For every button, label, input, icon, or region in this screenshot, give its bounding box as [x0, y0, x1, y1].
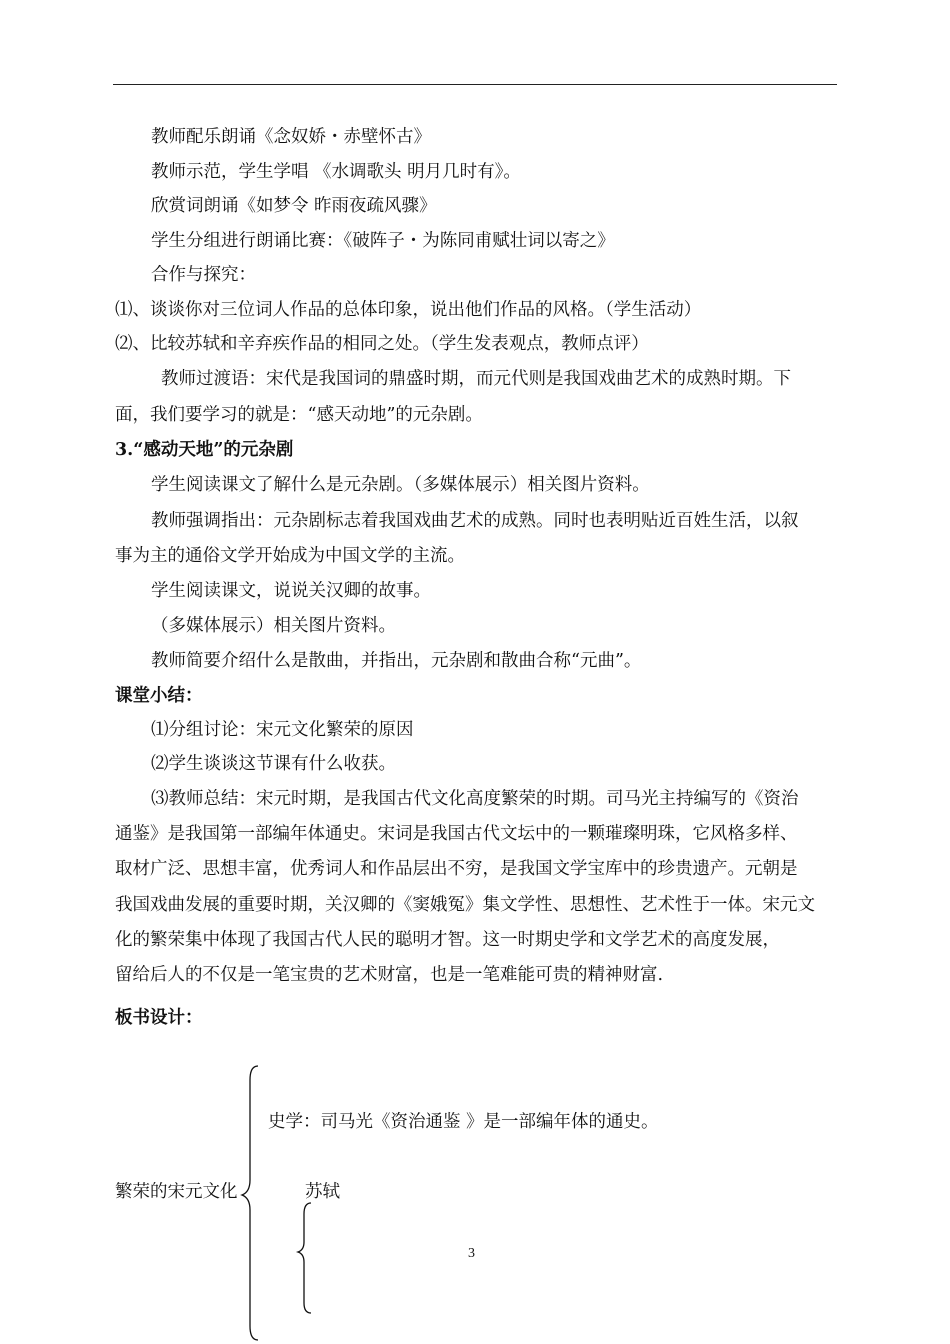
text-line: （多媒体展示）相关图片资料。 — [151, 616, 396, 636]
text-line: 留给后人的不仅是一笔宝贵的艺术财富，也是一笔难能可贵的精神财富. — [115, 965, 664, 985]
text-line: 教师强调指出：元杂剧标志着我国戏曲艺术的成熟。同时也表明贴近百姓生活，以叙 — [151, 511, 799, 531]
text-line: 取材广泛、思想丰富，优秀词人和作品层出不穷，是我国文学宝库中的珍贵遗产。元朝是 — [115, 859, 798, 879]
section-heading: 课堂小结： — [115, 686, 203, 706]
text-line: 教师示范，学生学唱 《水调歌头 明月几时有》。 — [151, 162, 521, 182]
text-line: 教师简要介绍什么是散曲，并指出，元杂剧和散曲合称“元曲”。 — [151, 651, 642, 671]
text-line: 学生阅读课文了解什么是元杂剧。（多媒体展示）相关图片资料。 — [151, 475, 650, 495]
big-brace — [242, 1066, 258, 1340]
page-number: 3 — [468, 1246, 475, 1261]
board-root: 繁荣的宋元文化 — [115, 1182, 238, 1202]
text-line: ⑴、谈谈你对三位词人作品的总体印象，说出他们作品的风格。（学生活动） — [115, 300, 702, 320]
text-line: ⑶教师总结：宋元时期，是我国古代文化高度繁荣的时期。司马光主持编写的《资治 — [151, 789, 799, 809]
section-heading: 板书设计： — [115, 1008, 203, 1028]
board-sushi: 苏轼 — [305, 1182, 340, 1202]
text-line: 面，我们要学习的就是：“感天动地”的元杂剧。 — [115, 405, 483, 425]
text-line: ⑵、比较苏轼和辛弃疾作品的相同之处。（学生发表观点，教师点评） — [115, 334, 649, 354]
text-line: 学生阅读课文，说说关汉卿的故事。 — [151, 581, 431, 601]
text-line: ⑴分组讨论：宋元文化繁荣的原因 — [151, 720, 414, 740]
text-line: 事为主的通俗文学开始成为中国文学的主流。 — [115, 546, 465, 566]
board-history: 史学：司马光《资治通鉴 》是一部编年体的通史。 — [268, 1112, 659, 1132]
text-line: 教师配乐朗诵《念奴娇・赤壁怀古》 — [151, 127, 431, 147]
small-brace — [298, 1203, 311, 1313]
text-line: 我国戏曲发展的重要时期，关汉卿的《窦娥冤》集文学性、思想性、艺术性于一体。宋元文 — [115, 895, 815, 915]
text-line: ⑵学生谈谈这节课有什么收获。 — [151, 754, 396, 774]
text-line: 欣赏词朗诵《如梦令 昨雨夜疏风骤》 — [151, 196, 437, 216]
section-heading: 3.“感动天地”的元杂剧 — [115, 440, 294, 460]
text-line: 教师过渡语：宋代是我国词的鼎盛时期，而元代则是我国戏曲艺术的成熟时期。下 — [161, 369, 791, 389]
text-line: 通鉴》是我国第一部编年体通史。宋词是我国古代文坛中的一颗璀璨明珠，它风格多样、 — [115, 824, 798, 844]
text-line: 学生分组进行朗诵比赛：《破阵子・为陈同甫赋壮词以寄之》 — [151, 231, 615, 251]
text-line: 合作与探究： — [151, 265, 256, 285]
text-line: 化的繁荣集中体现了我国古代人民的聪明才智。这一时期史学和文学艺术的高度发展， — [115, 930, 780, 950]
